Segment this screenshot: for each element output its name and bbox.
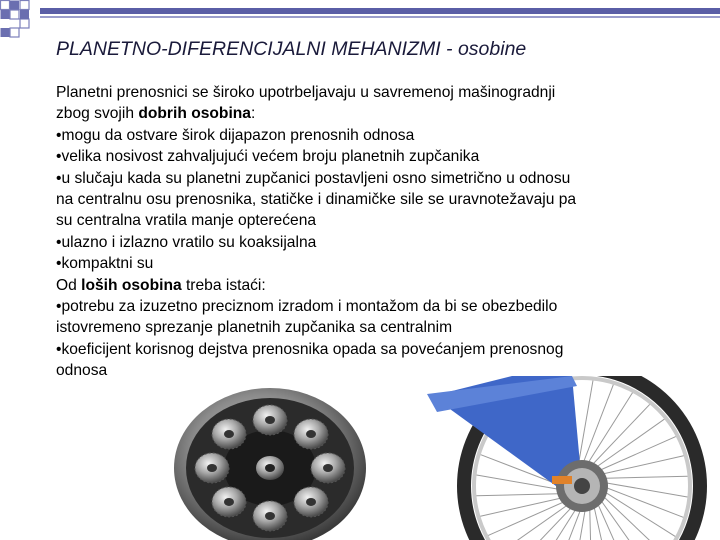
header-decoration [0,0,720,40]
planetary-gear-image [152,370,382,540]
body-line [56,189,696,210]
line-text: •potrebu za izuzetno preciznom izradom i montažom da bi se obezbedilo [56,298,558,316]
line-text: zbog svojih [56,105,139,123]
body-line [56,168,696,189]
wheel-spoke [514,504,574,540]
wheel-spoke [602,482,688,497]
line-text: Planetni prenosnici se široko upotrbeljavaju u savremenoj mašinogradnji [56,84,556,101]
planet-gear-hub [323,464,333,472]
wheel-spoke [476,494,563,496]
planet-gear-hub [224,430,234,438]
body-line [56,125,696,146]
planet-gear-hub [207,464,217,472]
wheel-spoke [600,476,687,478]
line-text: na centralnu osu prenosnika, statičke i dinamičke sile se uravnotežavaju pa [56,191,577,209]
wheel-spoke [600,494,663,540]
line-text: •koeficijent korisnog dejstva prenosnika opada sa povećanjem prenosnog [56,340,564,358]
body-line [56,146,696,167]
wheel-spoke [602,486,683,517]
line-text: treba istaći: [181,276,266,294]
body-line [56,82,696,103]
line-text: •u slučaju kada su planetni zupčanici postavljeni osno simetrično u odnosu [56,169,571,187]
planet-gear-hub [265,512,275,520]
body-line [56,232,696,253]
line-text: Od [56,276,82,294]
line-text: su centralna vratila manje opterećena [56,212,317,230]
line-text: •mogu da ostvare širok dijapazon prenosnih odnosa [56,126,415,144]
body-line [56,253,696,274]
planet-gear-hub [224,498,234,506]
wheel-spoke [593,503,612,540]
bicycle-wheel-image [392,376,720,540]
body-line [56,339,696,360]
wheel-spoke [582,385,613,466]
slide-body [56,82,696,382]
line-bold-text: loših osobina [81,276,182,294]
line-text: : [250,105,256,123]
line-text: istovremeno sprezanje planetnih zupčanika sa centralnim [56,319,453,337]
planet-gear-hub [265,416,275,424]
body-line [56,296,696,317]
body-line [56,317,696,338]
line-text: •velika nosivost zahvaljujući većem broju planetnih zupčanika [56,148,480,166]
body-line [56,103,696,124]
line-bold-text: dobrih osobina [138,105,251,123]
planet-gear-hub [306,498,316,506]
line-text: •kompaktni su [56,255,154,273]
wheel-spoke [578,381,593,467]
body-line [56,275,696,296]
line-text: odnosa [56,362,108,380]
line-text: •ulazno i izlazno vratilo su koaksijalna [56,233,317,251]
body-line [56,210,696,231]
planet-gear-hub [306,430,316,438]
slide-title: PLANETNO-DIFERENCIJALNI MEHANIZMI - osobine [56,38,527,60]
